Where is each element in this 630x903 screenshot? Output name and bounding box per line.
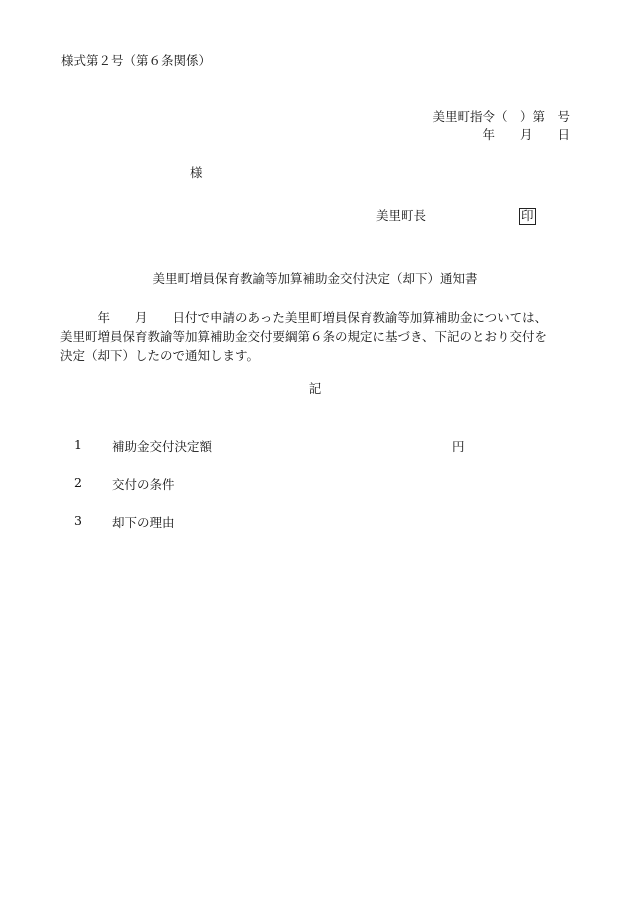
item-list <box>74 437 494 551</box>
document-title: 美里町増員保育教諭等加算補助金交付決定（却下）通知書 <box>152 271 478 286</box>
item-label: 却下の理由 <box>112 515 175 530</box>
form-number: 様式第２号（第６条関係） <box>61 53 212 68</box>
item-label: 補助金交付決定額 <box>112 439 213 454</box>
item-unit: 円 <box>452 439 465 454</box>
list-item <box>74 475 494 513</box>
issue-date: 年 月 日 <box>482 127 570 142</box>
seal-mark: 印 <box>521 208 534 223</box>
record-mark: 記 <box>308 381 322 396</box>
item-number: 3 <box>74 513 82 528</box>
body-line: 決定（却下）したので通知します。 <box>60 348 260 363</box>
body-line: 美里町増員保育教諭等加算補助金交付要綱第６条の規定に基づき、下記のとおり交付を <box>60 329 548 344</box>
body-line: 年 月 日付で申請のあった美里町増員保育教諭等加算補助金については、 <box>60 310 548 325</box>
sender-name: 美里町長 <box>376 208 427 223</box>
item-label: 交付の条件 <box>112 477 175 492</box>
body-paragraph <box>60 308 580 365</box>
list-item <box>74 437 494 475</box>
addressee-suffix: 様 <box>190 165 203 180</box>
list-item <box>74 513 494 551</box>
item-number: 1 <box>74 437 82 452</box>
item-number: 2 <box>74 475 82 490</box>
directive-number: 美里町指令（ ）第 号 <box>432 109 570 124</box>
